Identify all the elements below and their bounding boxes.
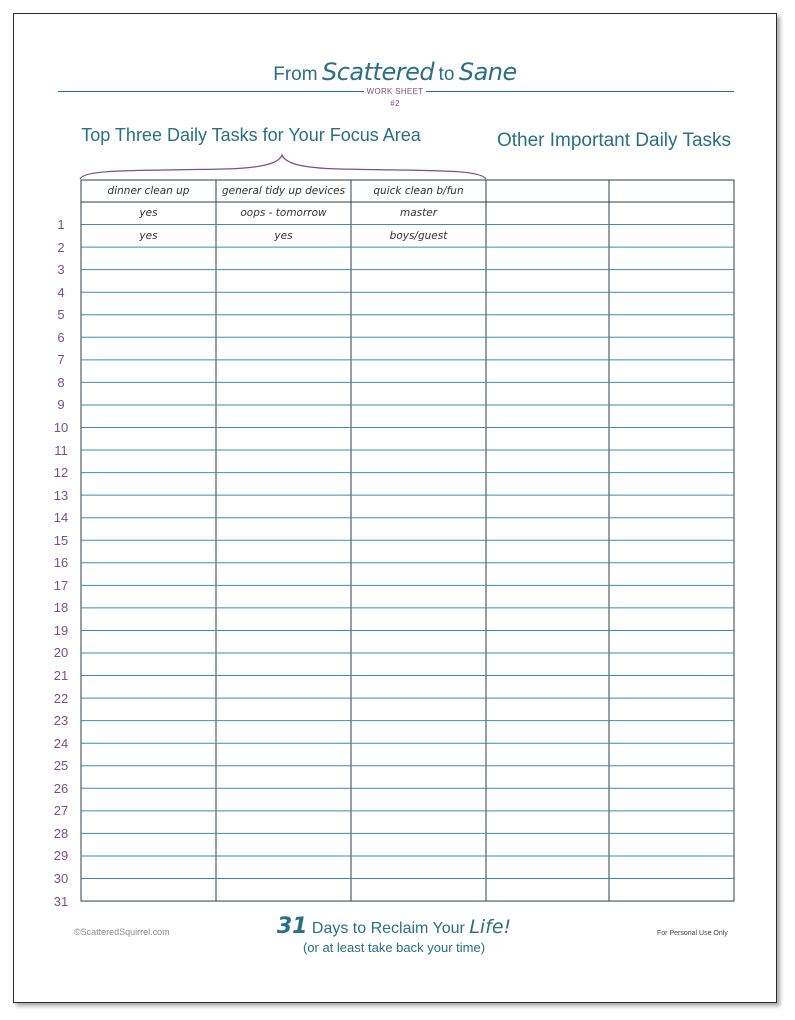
task-cell[interactable]: oops - tomorrow	[240, 207, 327, 219]
row-number: 4	[57, 284, 65, 300]
row-number: 18	[53, 600, 69, 616]
row-number: 25	[53, 758, 69, 774]
row-number: 31	[53, 893, 69, 909]
row-number: 3	[57, 262, 65, 278]
row-number: 19	[53, 622, 69, 638]
row-number: 11	[54, 442, 68, 458]
row-number: 6	[57, 329, 65, 345]
row-number: 17	[53, 577, 69, 593]
focus-area-heading: Top Three Daily Tasks for Your Focus Area	[81, 125, 421, 145]
column-header-2[interactable]: general tidy up devices	[221, 185, 346, 197]
column-header-3[interactable]: quick clean b/fun	[373, 185, 464, 197]
tagline-text: Days to Reclaim Your	[311, 920, 465, 937]
row-number: 12	[53, 465, 69, 481]
row-number: 9	[57, 397, 65, 413]
row-number: 10	[53, 419, 69, 435]
row-number: 27	[53, 803, 69, 819]
row-number: 16	[53, 555, 69, 571]
row-number: 26	[53, 780, 69, 796]
footer-tagline	[244, 914, 544, 939]
other-tasks-heading: Other Important Daily Tasks	[496, 130, 732, 151]
row-number: 13	[53, 487, 69, 503]
row-number: 28	[53, 825, 69, 841]
task-cell[interactable]: yes	[274, 229, 293, 242]
task-cell[interactable]: yes	[139, 229, 158, 242]
tagline-number: 31	[276, 914, 308, 939]
row-number: 7	[57, 352, 65, 368]
worksheet-page	[13, 13, 777, 1003]
row-number: 24	[53, 735, 69, 751]
row-number: 14	[53, 510, 69, 526]
row-number: 29	[53, 848, 69, 864]
title-from: From	[273, 64, 318, 85]
row-number: 2	[57, 239, 65, 255]
footer-usage-note: For Personal Use Only	[657, 930, 728, 937]
worksheet-subtitle: WORK SHEET #2	[364, 86, 426, 110]
task-cell[interactable]: boys/guest	[389, 229, 448, 242]
footer-brand: ©ScatteredSquirrel.com	[74, 927, 170, 937]
row-number: 22	[53, 690, 69, 706]
row-number: 8	[57, 374, 65, 390]
row-number: 21	[53, 668, 69, 683]
footer-subtagline: (or at least take back your time)	[302, 940, 486, 955]
row-number: 5	[57, 307, 65, 323]
row-number: 20	[53, 645, 69, 661]
task-grid	[14, 14, 776, 914]
column-header-1[interactable]: dinner clean up	[107, 185, 190, 197]
row-number: 23	[53, 713, 69, 729]
task-cell[interactable]: master	[399, 207, 438, 219]
row-number: 30	[53, 870, 69, 886]
tagline-life: Life!	[469, 916, 512, 938]
title-scattered: Scattered	[322, 58, 435, 86]
title-to: to	[438, 64, 455, 85]
row-number: 1	[57, 217, 65, 232]
row-number: 15	[53, 532, 69, 548]
title-sane: Sane	[458, 58, 517, 86]
task-cell[interactable]: yes	[139, 207, 158, 219]
